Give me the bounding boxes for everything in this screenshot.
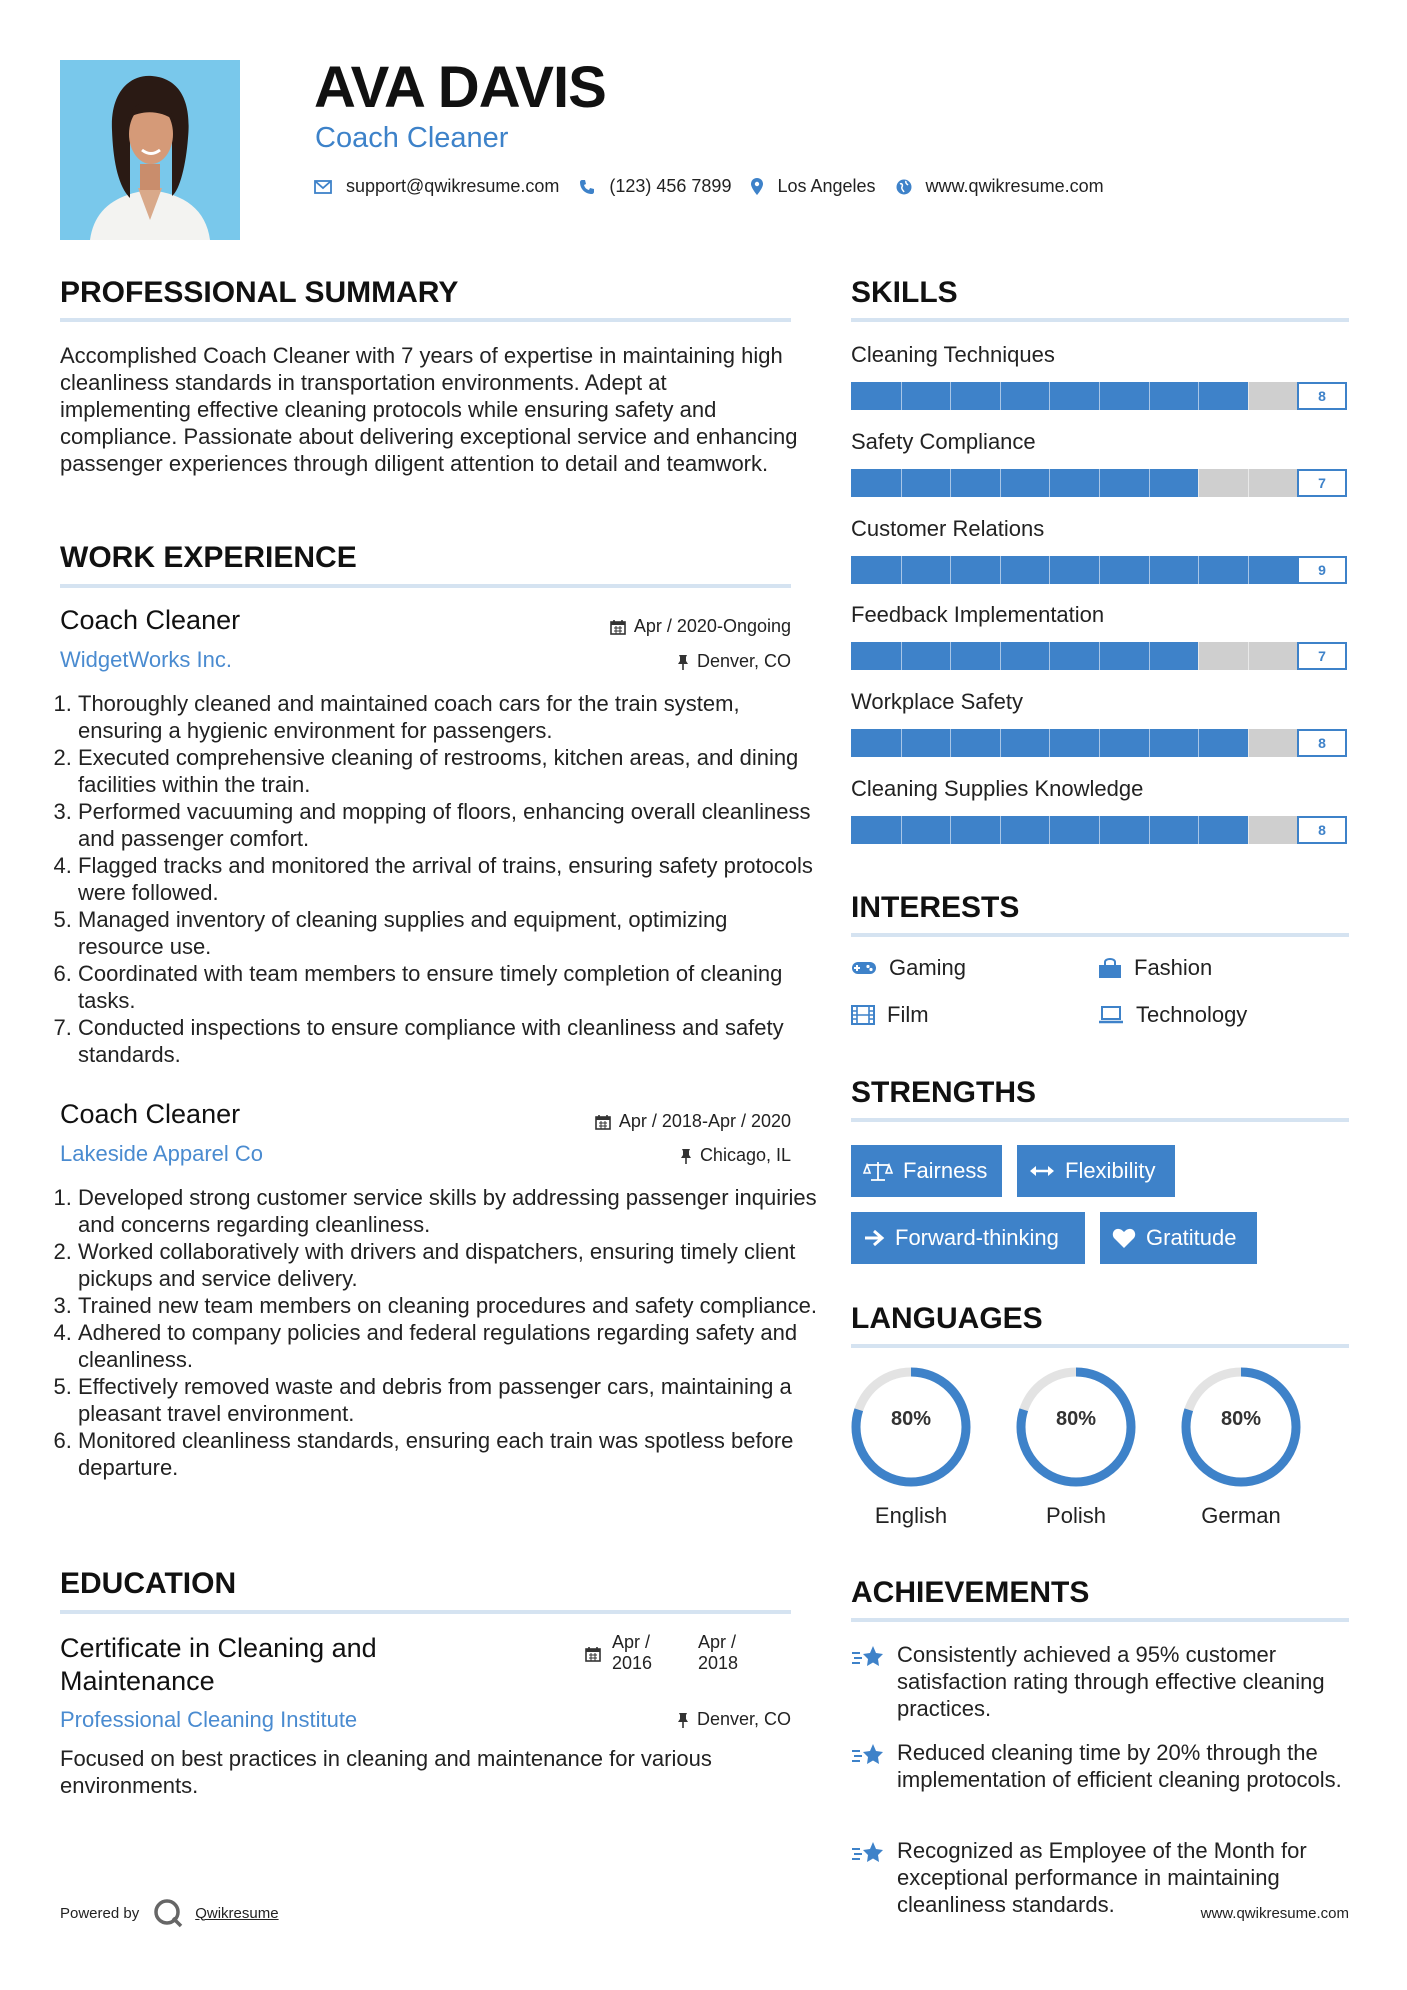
- strengths-heading: STRENGTHS: [851, 1076, 1037, 1109]
- interest-technology-label: Technology: [1136, 1002, 1248, 1027]
- calendar-icon: [595, 1114, 611, 1130]
- list-item: 5. Effectively removed waste and debris from passenger cars, maintaining a pleasant travel environment.: [78, 1373, 818, 1427]
- job-1-title: Coach Cleaner: [60, 605, 241, 635]
- list-item: 1. Thoroughly cleaned and maintained coach cars for the train system, ensuring a hygienic environment for passengers.: [78, 690, 818, 744]
- list-item: 1. Developed strong customer service skills by addressing passenger inquiries and concerns regarding cleanliness.: [78, 1184, 818, 1238]
- job-2-company: Lakeside Apparel Co: [60, 1141, 264, 1166]
- skill-bar-segment: [1248, 469, 1249, 497]
- skill-bar-segment: [1049, 642, 1050, 670]
- shooting-star-icon: [851, 1741, 885, 1769]
- skill-bar-segment: [1149, 382, 1150, 410]
- shopping-bag-icon: [1098, 957, 1122, 979]
- skill-bar-segment: [950, 382, 951, 410]
- education-location: [677, 1709, 791, 1730]
- list-item: 7. Conducted inspections to ensure compliance with cleanliness and safety standards.: [78, 1014, 818, 1068]
- education-degree: Certificate in Cleaning and Maintenance: [60, 1633, 377, 1696]
- interest-fashion: [1098, 955, 1212, 981]
- education-start-year: 2016: [612, 1653, 653, 1673]
- skill-6-bar: [851, 816, 1347, 844]
- pushpin-icon: [677, 1712, 689, 1728]
- job-2-title: Coach Cleaner: [60, 1099, 241, 1129]
- contact-email[interactable]: [314, 176, 559, 197]
- job-2-location: [680, 1145, 791, 1166]
- contact-website-text: www.qwikresume.com: [925, 176, 1104, 196]
- qwikresume-link[interactable]: Qwikresume: [195, 1904, 279, 1922]
- strength-flexibility-label: Flexibility: [1065, 1158, 1156, 1183]
- language-english-percent: 80%: [890, 1408, 932, 1430]
- interest-film: [851, 1002, 929, 1028]
- skill-2-level: 7: [1297, 469, 1347, 497]
- balance-scale-icon: [863, 1160, 893, 1182]
- skill-2-fill: [851, 469, 1198, 497]
- interest-fashion-label: Fashion: [1134, 955, 1213, 980]
- skills-heading: SKILLS: [851, 276, 958, 309]
- languages-heading: LANGUAGES: [851, 1302, 1043, 1335]
- education-start-date: [612, 1632, 652, 1674]
- education-description: Focused on best practices in cleaning and maintenance for various environments.: [60, 1746, 712, 1798]
- skill-bar-segment: [1198, 642, 1199, 670]
- skill-bar-segment: [1149, 642, 1150, 670]
- skill-6-name: Cleaning Supplies Knowledge: [851, 776, 1144, 801]
- skill-bar-segment: [1049, 469, 1050, 497]
- skill-3-name: Customer Relations: [851, 516, 1045, 541]
- list-item: 2. Worked collaboratively with drivers and dispatchers, ensuring timely client pickups and service delivery.: [78, 1238, 818, 1292]
- skill-bar-segment: [1149, 469, 1150, 497]
- skill-bar-segment: [1198, 816, 1199, 844]
- achievement-2: [851, 1739, 1351, 1793]
- skill-bar-segment: [1000, 642, 1001, 670]
- skill-3-fill: [851, 556, 1297, 584]
- skill-bar-segment: [901, 556, 902, 584]
- film-icon: [851, 1005, 875, 1025]
- interests-divider: [851, 933, 1349, 937]
- skill-bar-segment: [1049, 382, 1050, 410]
- gamepad-icon: [851, 960, 877, 976]
- job-2-bullets: [60, 1184, 818, 1481]
- list-item: 2. Executed comprehensive cleaning of restrooms, kitchen areas, and dining facilities within the train.: [78, 744, 818, 798]
- list-item: 6. Monitored cleanliness standards, ensuring each train was spotless before departure.: [78, 1427, 818, 1481]
- skill-4-level: 7: [1297, 642, 1347, 670]
- education-institution: Professional Cleaning Institute: [60, 1707, 358, 1732]
- powered-by: [60, 1898, 279, 1928]
- strength-forward-thinking-label: Forward-thinking: [895, 1225, 1059, 1250]
- laptop-icon: [1098, 1006, 1124, 1024]
- skill-5-name: Workplace Safety: [851, 689, 1024, 714]
- interest-gaming-label: Gaming: [889, 955, 967, 980]
- education-end-month: Apr /: [698, 1632, 737, 1652]
- interest-technology: [1098, 1002, 1247, 1028]
- skill-1-bar: [851, 382, 1347, 410]
- skill-bar-segment: [1149, 816, 1150, 844]
- skill-bar-segment: [901, 382, 902, 410]
- job-2-dates: [595, 1111, 791, 1132]
- list-item: 3. Performed vacuuming and mopping of floors, enhancing overall cleanliness and passenger comfort.: [78, 798, 818, 852]
- map-pin-icon: [751, 178, 763, 195]
- pushpin-icon: [677, 654, 689, 670]
- skill-bar-segment: [950, 816, 951, 844]
- skill-bar-segment: [950, 729, 951, 757]
- language-english: [850, 1366, 972, 1528]
- job-2-location-text: Chicago, IL: [699, 1145, 791, 1165]
- language-german-name: German: [1201, 1503, 1281, 1528]
- globe-icon: [896, 179, 912, 195]
- skill-bar-segment: [1000, 469, 1001, 497]
- skill-bar-segment: [1000, 556, 1001, 584]
- skill-5-level: 8: [1297, 729, 1347, 757]
- skill-1-name: Cleaning Techniques: [851, 342, 1055, 367]
- skill-bar-segment: [1099, 816, 1100, 844]
- education-heading: EDUCATION: [60, 1567, 237, 1600]
- languages-divider: [851, 1344, 1349, 1348]
- strength-gratitude: [1100, 1212, 1257, 1264]
- language-german: [1180, 1366, 1302, 1528]
- skill-bar-segment: [1198, 382, 1199, 410]
- achievement-3-text: Recognized as Employee of the Month for exceptional performance in maintaining cleanliness standards.: [897, 1838, 1307, 1917]
- skill-bar-segment: [1000, 729, 1001, 757]
- achievements-heading: ACHIEVEMENTS: [851, 1576, 1090, 1609]
- strength-fairness: [851, 1145, 1002, 1197]
- qwikresume-logo-icon: [153, 1898, 183, 1928]
- skill-bar-segment: [950, 469, 951, 497]
- skill-4-name: Feedback Implementation: [851, 602, 1105, 627]
- skill-bar-segment: [901, 729, 902, 757]
- skill-bar-segment: [901, 816, 902, 844]
- phone-icon: [579, 179, 595, 195]
- skill-bar-segment: [1248, 729, 1249, 757]
- skill-bar-segment: [901, 469, 902, 497]
- job-1-location-text: Denver, CO: [696, 651, 791, 671]
- skill-4-fill: [851, 642, 1198, 670]
- list-item: 6. Coordinated with team members to ensure timely completion of cleaning tasks.: [78, 960, 818, 1014]
- skill-bar-segment: [1000, 382, 1001, 410]
- achievement-2-text: Reduced cleaning time by 20% through the implementation of efficient cleaning protocols.: [897, 1740, 1342, 1792]
- skill-bar-segment: [1049, 556, 1050, 584]
- education-end-date: [698, 1632, 738, 1674]
- skill-bar-segment: [1248, 642, 1249, 670]
- achievement-1: [851, 1641, 1351, 1722]
- education-start-month: Apr /: [612, 1632, 651, 1652]
- heart-icon: [1112, 1227, 1136, 1249]
- experience-heading: WORK EXPERIENCE: [60, 541, 357, 574]
- summary-divider: [60, 318, 791, 322]
- skill-bar-segment: [1099, 469, 1100, 497]
- skill-4-bar: [851, 642, 1347, 670]
- skill-5-bar: [851, 729, 1347, 757]
- job-1-location: [677, 651, 791, 672]
- skill-bar-segment: [1099, 382, 1100, 410]
- language-german-percent: 80%: [1220, 1408, 1262, 1430]
- job-2-dates-text: Apr / 2018-Apr / 2020: [618, 1111, 791, 1131]
- interests-heading: INTERESTS: [851, 891, 1020, 924]
- language-english-name: English: [874, 1503, 948, 1528]
- strength-gratitude-label: Gratitude: [1146, 1225, 1237, 1250]
- education-divider: [60, 1610, 791, 1614]
- strengths-divider: [851, 1118, 1349, 1122]
- skill-2-bar: [851, 469, 1347, 497]
- summary-heading: PROFESSIONAL SUMMARY: [60, 276, 459, 309]
- contact-location: [751, 176, 875, 197]
- list-item: 4. Flagged tracks and monitored the arrival of trains, ensuring safety protocols were followed.: [78, 852, 818, 906]
- job-1-bullets: [60, 690, 818, 1068]
- skill-bar-segment: [1198, 729, 1199, 757]
- language-polish-name: Polish: [1046, 1503, 1106, 1528]
- shooting-star-icon: [851, 1839, 885, 1867]
- interest-gaming: [851, 955, 966, 981]
- job-1-company: WidgetWorks Inc.: [60, 647, 232, 672]
- powered-by-label: Powered by: [60, 1904, 140, 1922]
- education-calendar: [585, 1646, 601, 1667]
- list-item: 3. Trained new team members on cleaning procedures and safety compliance.: [78, 1292, 818, 1319]
- calendar-icon: [585, 1646, 601, 1662]
- skill-bar-segment: [1049, 816, 1050, 844]
- pushpin-icon: [680, 1148, 692, 1164]
- profile-photo: [60, 60, 240, 240]
- skill-bar-segment: [1099, 642, 1100, 670]
- strength-flexibility: [1017, 1145, 1175, 1197]
- strength-fairness-label: Fairness: [903, 1158, 988, 1183]
- contact-location-text: Los Angeles: [777, 176, 876, 196]
- arrow-right-icon: [863, 1229, 885, 1247]
- skill-bar-segment: [1049, 729, 1050, 757]
- language-polish-percent: 80%: [1055, 1408, 1097, 1430]
- skill-bar-segment: [1248, 816, 1249, 844]
- footer-website[interactable]: www.qwikresume.com: [1200, 1905, 1349, 1922]
- skill-bar-segment: [1198, 469, 1199, 497]
- skill-bar-segment: [1149, 729, 1150, 757]
- envelope-icon: [314, 180, 332, 194]
- skill-bar-segment: [1248, 382, 1249, 410]
- skill-bar-segment: [1149, 556, 1150, 584]
- skill-3-level: 9: [1297, 556, 1347, 584]
- skill-3-bar: [851, 556, 1347, 584]
- contact-email-text: support@qwikresume.com: [346, 176, 560, 196]
- contact-website[interactable]: [896, 176, 1104, 197]
- contact-bar: [314, 176, 1124, 197]
- skill-bar-segment: [950, 556, 951, 584]
- skill-bar-segment: [901, 642, 902, 670]
- list-item: 4. Adhered to company policies and federal regulations regarding safety and cleanliness.: [78, 1319, 818, 1373]
- candidate-role: Coach Cleaner: [315, 122, 509, 154]
- skill-bar-segment: [1198, 556, 1199, 584]
- candidate-name: AVA DAVIS: [314, 55, 606, 120]
- achievements-divider: [851, 1618, 1349, 1622]
- job-1-dates: [610, 616, 791, 637]
- arrows-horizontal-icon: [1029, 1164, 1055, 1178]
- skill-bar-segment: [1248, 556, 1249, 584]
- language-polish: [1015, 1366, 1137, 1528]
- education-location-text: Denver, CO: [696, 1709, 791, 1729]
- education-end-year: 2018: [698, 1653, 739, 1673]
- experience-divider: [60, 584, 791, 588]
- skill-bar-segment: [1099, 729, 1100, 757]
- job-1-dates-text: Apr / 2020-Ongoing: [633, 616, 791, 636]
- skill-bar-segment: [1099, 556, 1100, 584]
- achievement-1-text: Consistently achieved a 95% customer satisfaction rating through effective cleaning practices.: [897, 1642, 1325, 1721]
- skill-6-level: 8: [1297, 816, 1347, 844]
- skill-1-level: 8: [1297, 382, 1347, 410]
- summary-text: Accomplished Coach Cleaner with 7 years of expertise in maintaining high cleanliness standards in transportation environments. Adept at implementing effective cleaning protocols while ensuring safety and compliance. Passionate about delivering exceptional service and enhancing passenger experiences through diligent attention to detail and teamwork.: [60, 343, 798, 476]
- contact-phone[interactable]: [579, 176, 731, 197]
- interest-film-label: Film: [887, 1002, 929, 1027]
- list-item: 5. Managed inventory of cleaning supplies and equipment, optimizing resource use.: [78, 906, 818, 960]
- shooting-star-icon: [851, 1643, 885, 1671]
- calendar-icon: [610, 619, 626, 635]
- skill-2-name: Safety Compliance: [851, 429, 1036, 454]
- skills-divider: [851, 318, 1349, 322]
- contact-phone-text: (123) 456 7899: [609, 176, 732, 196]
- skill-bar-segment: [950, 642, 951, 670]
- strength-forward-thinking: [851, 1212, 1085, 1264]
- skill-bar-segment: [1000, 816, 1001, 844]
